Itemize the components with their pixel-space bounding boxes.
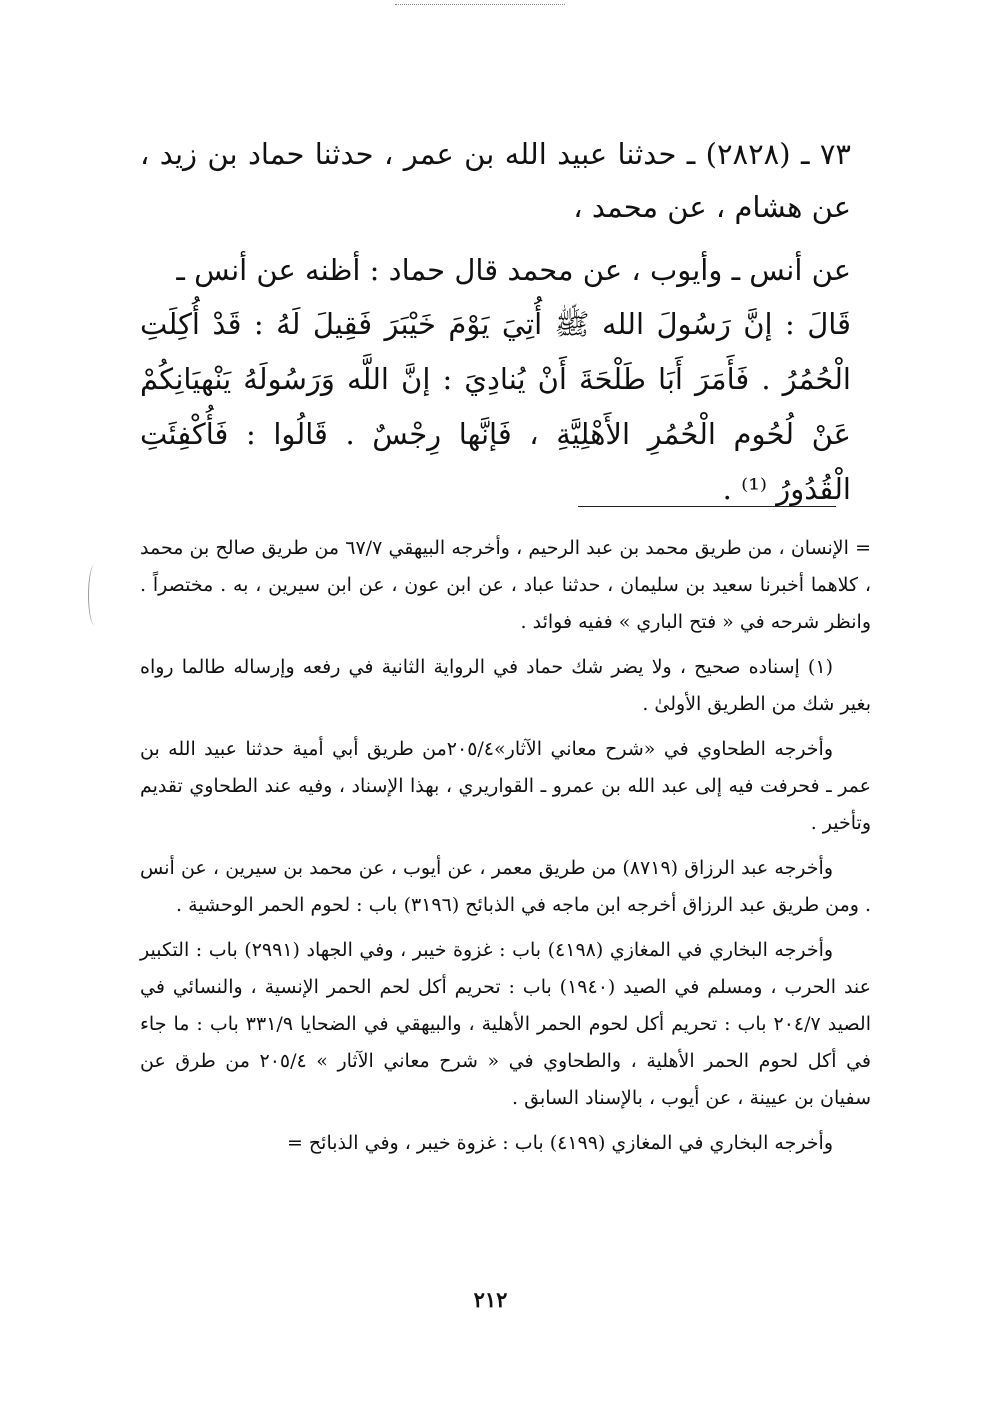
hadith-isnad: ٧٣ ـ (٢٨٢٨) ـ حدثنا عبيد الله بن عمر ، حدثنا حماد بن زيد ، عن هشام ، عن محمد ، [140, 137, 852, 224]
footnote-1-tahawi: وأخرجه الطحاوي في «شرح معاني الآثار»٢٠٥/٤من طريق أبي أمية حدثنا عبيد الله بن عمر ـ فحرفت فيه إلى عبد الله بن عمرو ـ القواريري ، بهذا الإسناد ، وفيه عند الطحاوي تقديم وتأخير . [140, 738, 871, 834]
footnote-1-abdurrazzaq: وأخرجه عبد الرزاق (٨٧١٩) من طريق معمر ، عن أيوب ، عن محمد بن سيرين ، عن أنس . ومن طريق عبد الرزاق أخرجه ابن ماجه في الذبائح (٣١٩٦) باب : لحوم الحمر الوحشية . [140, 857, 871, 916]
top-dotted-rule [395, 4, 565, 5]
hadith-matn: قَالَ : إنَّ رَسُولَ الله ﷺ أُتِيَ يَوْمَ خَيْبَرَ فَقِيلَ لَهُ : قَدْ أُكِلَتِ الْحُمُرُ . فَأَمَرَ أَبَا طَلْحَةَ أَنْ يُنادِيَ : إنَّ اللَّه وَرَسُولَهُ يَنْهيَانِكُمْ عَنْ لُحُوم الْحُمُرِ الأَهْلِيَّةِ ، فَإنَّها رِجْسٌ . قَالُوا : فَأُكْفِئَتِ الْقُدُورُ ⁽¹⁾ . [140, 307, 851, 506]
footnotes [140, 530, 871, 1170]
hadith-text [140, 128, 851, 517]
footnote-1: (١) إسناده صحيح ، ولا يضر شك حماد في الرواية الثانية في رفعه وإرساله طالما رواه بغير شك من الطريق الأولىٰ . [140, 656, 871, 715]
margin-bracket-mark [88, 565, 101, 625]
page-number: ٢١٢ [473, 1287, 508, 1312]
hadith-isnad-continued: عن أنس ـ وأيوب ، عن محمد قال حماد : أظنه عن أنس ـ [176, 253, 851, 287]
footnote-divider [578, 506, 836, 507]
footnote-continuation: = الإنسان ، من طريق محمد بن عبد الرحيم ، وأخرجه البيهقي ٦٧/٧ من طريق صالح بن محمد ، كلاهما أخبرنا سعيد بن سليمان ، حدثنا عباد ، عن ابن عون ، عن ابن سيرين ، به . مختصراً . وانظر شرحه في « فتح الباري » ففيه فوائد . [140, 537, 871, 633]
footnote-1-bukhari: وأخرجه البخاري في المغازي (٤١٩٨) باب : غزوة خيبر ، وفي الجهاد (٢٩٩١) باب : التكبير عند الحرب ، ومسلم في الصيد (١٩٤٠) باب : تحريم أكل لحم الحمر الإنسية ، والنسائي في الصيد ٢٠٤/٧ باب : تحريم أكل لحوم الحمر الأهلية ، والبيهقي في الضحايا ٣٣١/٩ باب : ما جاء في أكل لحوم الحمر الأهلية ، والطحاوي في « شرح معاني الآثار » ٢٠٥/٤ من طرق عن سفيان بن عيينة ، عن أيوب ، بالإسناد السابق . [140, 939, 871, 1109]
footnote-1-bukhari-2: وأخرجه البخاري في المغازي (٤١٩٩) باب : غزوة خيبر ، وفي الذبائح = [286, 1132, 833, 1154]
